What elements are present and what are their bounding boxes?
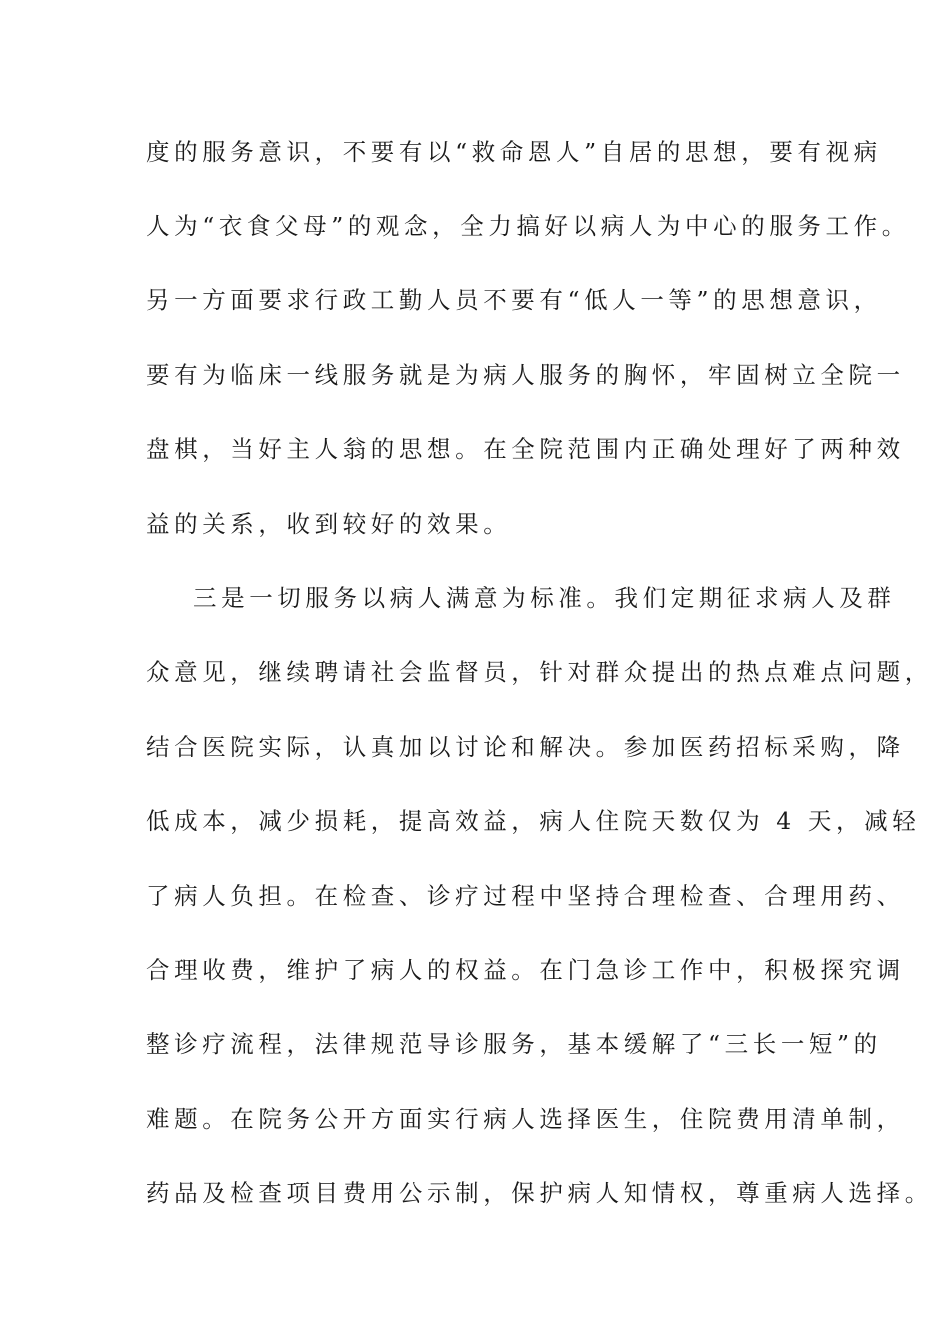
text-line: 度的服务意识，不要有以“救命恩人”自居的思想，要有视病 (146, 138, 882, 166)
text-line: 另一方面要求行政工勤人员不要有“低人一等”的思想意识， (146, 286, 882, 314)
text-line: 合理收费，维护了病人的权益。在门急诊工作中，积极探究调 (146, 956, 905, 984)
text-line: 益的关系，收到较好的效果。 (146, 510, 512, 538)
paragraph-first-line: 三是一切服务以病人满意为标准。我们定期征求病人及群 (193, 584, 896, 612)
text-line: 整诊疗流程，法律规范导诊服务，基本缓解了“三长一短”的 (146, 1030, 882, 1058)
text-line: 药品及检查项目费用公示制，保护病人知情权，尊重病人选择。 (146, 1179, 933, 1207)
text-line: 结合医院实际，认真加以讨论和解决。参加医药招标采购，降 (146, 733, 905, 761)
text-line: 了病人负担。在检查、诊疗过程中坚持合理检查、合理用药、 (146, 882, 905, 910)
text-line: 人为“衣食父母”的观念，全力搞好以病人为中心的服务工作。 (146, 212, 910, 240)
text-line: 盘棋，当好主人翁的思想。在全院范围内正确处理好了两种效 (146, 435, 905, 463)
text-line: 众意见，继续聘请社会监督员，针对群众提出的热点难点问题， (146, 658, 933, 686)
text-line: 难题。在院务公开方面实行病人选择医生，住院费用清单制， (146, 1105, 905, 1133)
text-line: 低成本，减少损耗，提高效益，病人住院天数仅为 4 天，减轻 (146, 807, 921, 835)
text-line: 要有为临床一线服务就是为病人服务的胸怀，牢固树立全院一 (146, 361, 905, 389)
